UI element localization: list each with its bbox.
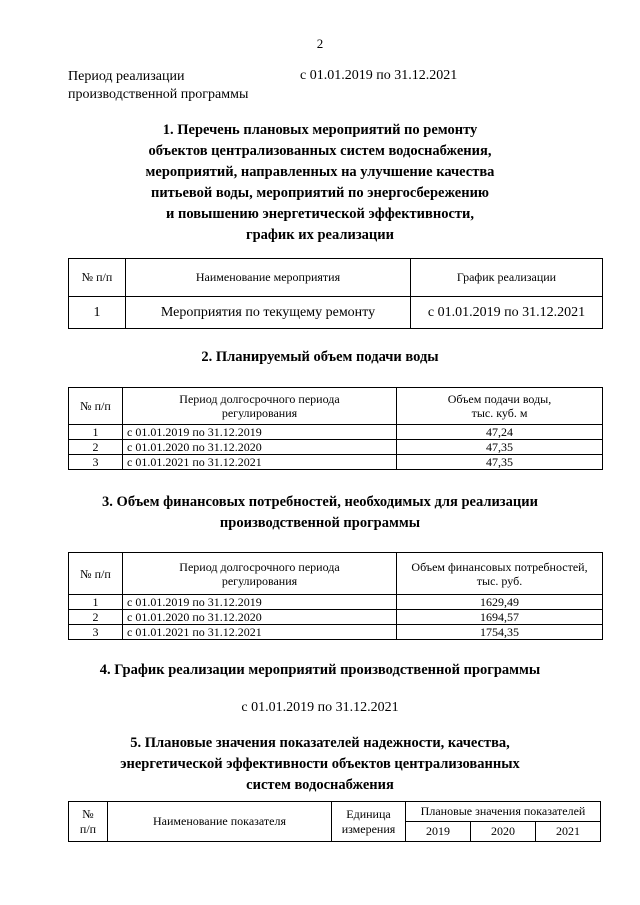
table-header-row bbox=[69, 388, 603, 425]
cell-name: Мероприятия по текущему ремонту bbox=[126, 297, 411, 329]
section5-title-line: энергетической эффективности объектов централизованных bbox=[120, 756, 520, 772]
cell-num: 2 bbox=[69, 440, 123, 455]
section5-title-line: 5. Плановые значения показателей надежности, качества, bbox=[130, 735, 510, 751]
period-label-line2: производственной программы bbox=[68, 87, 249, 102]
table-row bbox=[69, 440, 603, 455]
cell-num: 3 bbox=[69, 455, 123, 470]
cell-num: 1 bbox=[69, 425, 123, 440]
header-num: № п/п bbox=[69, 388, 123, 425]
header-year: 2020 bbox=[470, 822, 535, 842]
section2-title: 2. Планируемый объем подачи воды bbox=[201, 349, 439, 365]
header-year: 2019 bbox=[406, 822, 471, 842]
cell-num: 1 bbox=[69, 297, 126, 329]
table-header-row bbox=[69, 259, 603, 297]
table-row bbox=[69, 297, 603, 329]
section1-title-line: питьевой воды, мероприятий по энергосбережению bbox=[150, 185, 490, 201]
section4-title: 4. График реализации мероприятий производственной программы bbox=[99, 662, 541, 678]
cell-period: с 01.01.2020 по 31.12.2020 bbox=[123, 440, 397, 455]
table-row bbox=[69, 625, 603, 640]
header-period-line2: регулирования bbox=[221, 406, 298, 420]
cell-period: с 01.01.2020 по 31.12.2020 bbox=[123, 610, 397, 625]
header-num: № п/п bbox=[69, 553, 123, 595]
cell-volume: 47,24 bbox=[397, 425, 603, 440]
cell-num: 3 bbox=[69, 625, 123, 640]
table-row bbox=[69, 610, 603, 625]
section1-title-line: график их реализации bbox=[245, 227, 394, 243]
header-num bbox=[69, 802, 108, 842]
page-number: 2 bbox=[316, 36, 324, 51]
table-header-row bbox=[69, 802, 601, 822]
header-unit-line2: измерения bbox=[341, 821, 396, 836]
table-row bbox=[69, 425, 603, 440]
header-period bbox=[123, 388, 397, 425]
header-period-line1: Период долгосрочного периода bbox=[179, 392, 340, 406]
table-row bbox=[69, 595, 603, 610]
section1-table bbox=[68, 258, 603, 329]
header-period bbox=[123, 553, 397, 595]
cell-finance: 1629,49 bbox=[397, 595, 603, 610]
cell-period: с 01.01.2021 по 31.12.2021 bbox=[123, 625, 397, 640]
section1-title bbox=[0, 120, 640, 246]
section3-title bbox=[0, 492, 640, 534]
period-label bbox=[68, 68, 248, 104]
header-unit bbox=[332, 802, 406, 842]
section5-title-line: систем водоснабжения bbox=[246, 777, 394, 793]
header-finance bbox=[397, 553, 603, 595]
section1-title-line: и повышению энергетической эффективности, bbox=[166, 206, 474, 222]
cell-schedule: с 01.01.2019 по 31.12.2021 bbox=[411, 297, 603, 329]
header-finance-line1: Объем финансовых потребностей, bbox=[411, 559, 588, 574]
header-period-line1: Период долгосрочного периода bbox=[179, 559, 340, 574]
section4-date: с 01.01.2019 по 31.12.2021 bbox=[241, 700, 399, 715]
section3-title-line: производственной программы bbox=[219, 515, 421, 531]
section3-table bbox=[68, 552, 603, 640]
section5-table bbox=[68, 801, 601, 842]
header-planned: Плановые значения показателей bbox=[406, 802, 601, 822]
cell-finance: 1694,57 bbox=[397, 610, 603, 625]
header-num-line1: № bbox=[82, 806, 94, 821]
cell-num: 2 bbox=[69, 610, 123, 625]
header-schedule: График реализации bbox=[411, 259, 603, 297]
header-volume bbox=[397, 388, 603, 425]
header-finance-line2: тыс. руб. bbox=[476, 573, 523, 588]
header-num-line2: п/п bbox=[79, 821, 97, 836]
cell-period: с 01.01.2021 по 31.12.2021 bbox=[123, 455, 397, 470]
cell-period: с 01.01.2019 по 31.12.2019 bbox=[123, 595, 397, 610]
cell-num: 1 bbox=[69, 595, 123, 610]
table-header-row bbox=[69, 553, 603, 595]
header-unit-line1: Единица bbox=[346, 806, 391, 821]
header-indicator: Наименование показателя bbox=[108, 802, 332, 842]
header-name: Наименование мероприятия bbox=[126, 259, 411, 297]
period-value: с 01.01.2019 по 31.12.2021 bbox=[300, 68, 458, 83]
header-year: 2021 bbox=[535, 822, 600, 842]
period-label-line1: Период реализации bbox=[68, 69, 185, 84]
section1-title-line: 1. Перечень плановых мероприятий по ремонту bbox=[162, 122, 478, 138]
cell-volume: 47,35 bbox=[397, 440, 603, 455]
header-volume-line1: Объем подачи воды, bbox=[447, 392, 552, 406]
cell-volume: 47,35 bbox=[397, 455, 603, 470]
header-period-line2: регулирования bbox=[221, 573, 298, 588]
section1-title-line: мероприятий, направленных на улучшение качества bbox=[145, 164, 495, 180]
cell-finance: 1754,35 bbox=[397, 625, 603, 640]
section1-title-line: объектов централизованных систем водоснабжения, bbox=[148, 143, 492, 159]
cell-period: с 01.01.2019 по 31.12.2019 bbox=[123, 425, 397, 440]
section2-table bbox=[68, 387, 603, 470]
header-num: № п/п bbox=[69, 259, 126, 297]
header-volume-line2: тыс. куб. м bbox=[471, 406, 528, 420]
section5-title bbox=[0, 733, 640, 796]
section3-title-line: 3. Объем финансовых потребностей, необходимых для реализации bbox=[102, 494, 538, 510]
table-row bbox=[69, 455, 603, 470]
